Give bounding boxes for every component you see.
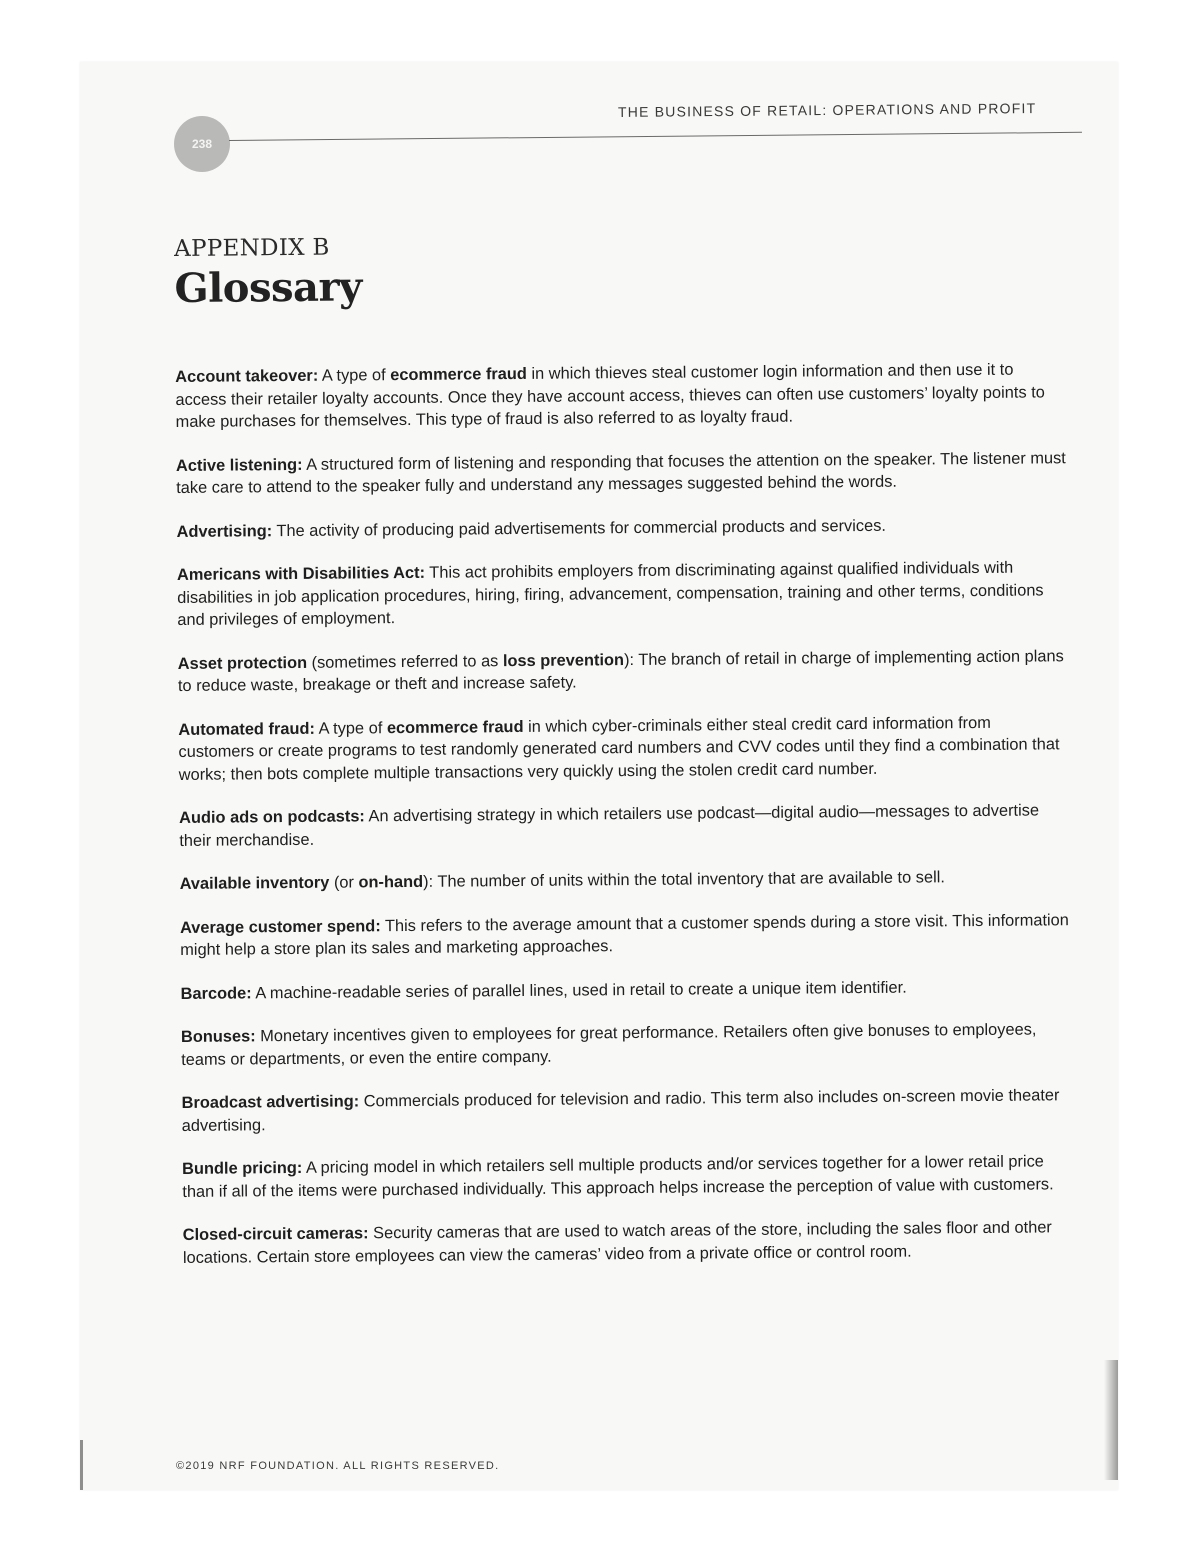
glossary-entry	[178, 645, 1068, 698]
glossary-term: Closed-circuit cameras:	[182, 1224, 369, 1244]
glossary-term: Barcode:	[180, 983, 252, 1003]
definition-text: Monetary incentives given to employees for great performance. Retailers often give bonuses to employees, teams or departments, or even the entire company.	[181, 1020, 1037, 1069]
definition-text: in which thieves steal customer login information and then use it to access their retailer loyalty accounts. Once they have account access, thieves can often use customers’ loyalty points to make purchases for themselves. This type of fraud is also referred to as loyalty fraud.	[175, 360, 1045, 431]
definition-text: (or	[329, 873, 359, 892]
glossary-term: Broadcast advertising:	[181, 1092, 360, 1112]
definition-text: A structured form of listening and responding that focuses the attention on the speaker. The listener must take care to attend to the speaker fully and understand any messages suggested behind the words.	[176, 448, 1066, 497]
definition-text: A machine-readable series of parallel lines, used in retail to create a unique item identifier.	[251, 978, 907, 1002]
glossary-entries	[175, 358, 1073, 1269]
definition-text: (sometimes referred to as	[306, 651, 503, 672]
glossary-term: Active listening:	[175, 455, 303, 475]
definition-text: Security cameras that are used to watch areas of the store, including the sales floor and other locations. Certain store employees can view the cameras’ video from a private office or control room.	[182, 1218, 1052, 1267]
glossary-term: Account takeover:	[175, 366, 319, 386]
definition-bold-term: ecommerce fraud	[390, 364, 527, 385]
glossary-term: Advertising:	[176, 521, 273, 541]
definition-text: An advertising strategy in which retailers use podcast—digital audio—messages to advertise their merchandise.	[179, 801, 1040, 850]
definition-bold-term: loss prevention	[502, 650, 625, 670]
page-number: 238	[191, 137, 213, 151]
glossary-entry	[180, 865, 1070, 895]
glossary-term: Asset protection	[177, 653, 308, 673]
glossary-entry	[176, 513, 1066, 543]
glossary-term: Average customer spend:	[179, 916, 381, 937]
definition-text: ): The number of units within the total inventory that are available to sell.	[423, 868, 945, 891]
definition-text: A type of	[314, 718, 387, 738]
glossary-term: Audio ads on podcasts:	[179, 807, 365, 827]
definition-text: This refers to the average amount that a customer spends during a store visit. This information might help a store plan its sales and marketing approaches.	[180, 910, 1069, 959]
definition-text: A type of	[318, 366, 391, 385]
glossary-term: Bundle pricing:	[182, 1158, 303, 1178]
glossary-entry	[183, 1216, 1073, 1269]
definition-text: The activity of producing paid advertisements for commercial products and services.	[272, 516, 886, 540]
glossary-entry	[180, 909, 1070, 962]
page-number-badge	[174, 116, 230, 172]
running-head: THE BUSINESS OF RETAIL: OPERATIONS AND PROFIT	[617, 99, 1037, 120]
definition-text: Commercials produced for television and radio. This term also includes on-screen movie theater advertising.	[181, 1086, 1060, 1135]
glossary-entry	[182, 1150, 1072, 1203]
definition-bold-term: on-hand	[358, 872, 424, 892]
glossary-content	[174, 228, 1073, 1290]
glossary-entry	[179, 799, 1069, 852]
glossary-entry	[177, 556, 1068, 631]
definition-text: A pricing model in which retailers sell multiple products and/or services together for a lower retail price than if all of the items were purchased individually. This approach helps increase the perception of value with customers.	[182, 1152, 1054, 1201]
glossary-term: Available inventory	[179, 873, 330, 893]
definition-text: in which cyber-criminals either steal credit card information from customers or create programs to test randomly generated card numbers and CVV codes until they find a combination that works; then bots complete multiple transactions very quickly using the stolen credit card number.	[178, 713, 1060, 784]
glossary-term: Automated fraud:	[178, 719, 315, 739]
page-binding-shadow	[1104, 1360, 1118, 1480]
glossary-entry	[175, 358, 1066, 433]
definition-text: ): The branch of retail in charge of implementing action plans to reduce waste, breakage or theft and increase safety.	[177, 646, 1064, 695]
glossary-entry	[181, 1018, 1071, 1071]
glossary-entry	[181, 1084, 1071, 1137]
glossary-entry	[176, 447, 1066, 500]
glossary-entry	[181, 975, 1071, 1005]
glossary-term: Americans with Disabilities Act:	[176, 563, 426, 584]
definition-text: This act prohibits employers from discriminating against qualified individuals with disabilities in job application procedures, hiring, firing, advancement, compensation, training and other terms, conditions and privileges of employment.	[177, 558, 1044, 629]
glossary-entry	[178, 711, 1069, 786]
page-title: Glossary	[174, 263, 362, 312]
glossary-term: Bonuses:	[180, 1027, 256, 1046]
page-edge-shadow	[80, 1440, 83, 1490]
definition-bold-term: ecommerce fraud	[386, 717, 524, 737]
appendix-label: APPENDIX B	[174, 234, 330, 262]
copyright-footer: ©2019 NRF FOUNDATION. ALL RIGHTS RESERVED.	[176, 1460, 500, 1472]
